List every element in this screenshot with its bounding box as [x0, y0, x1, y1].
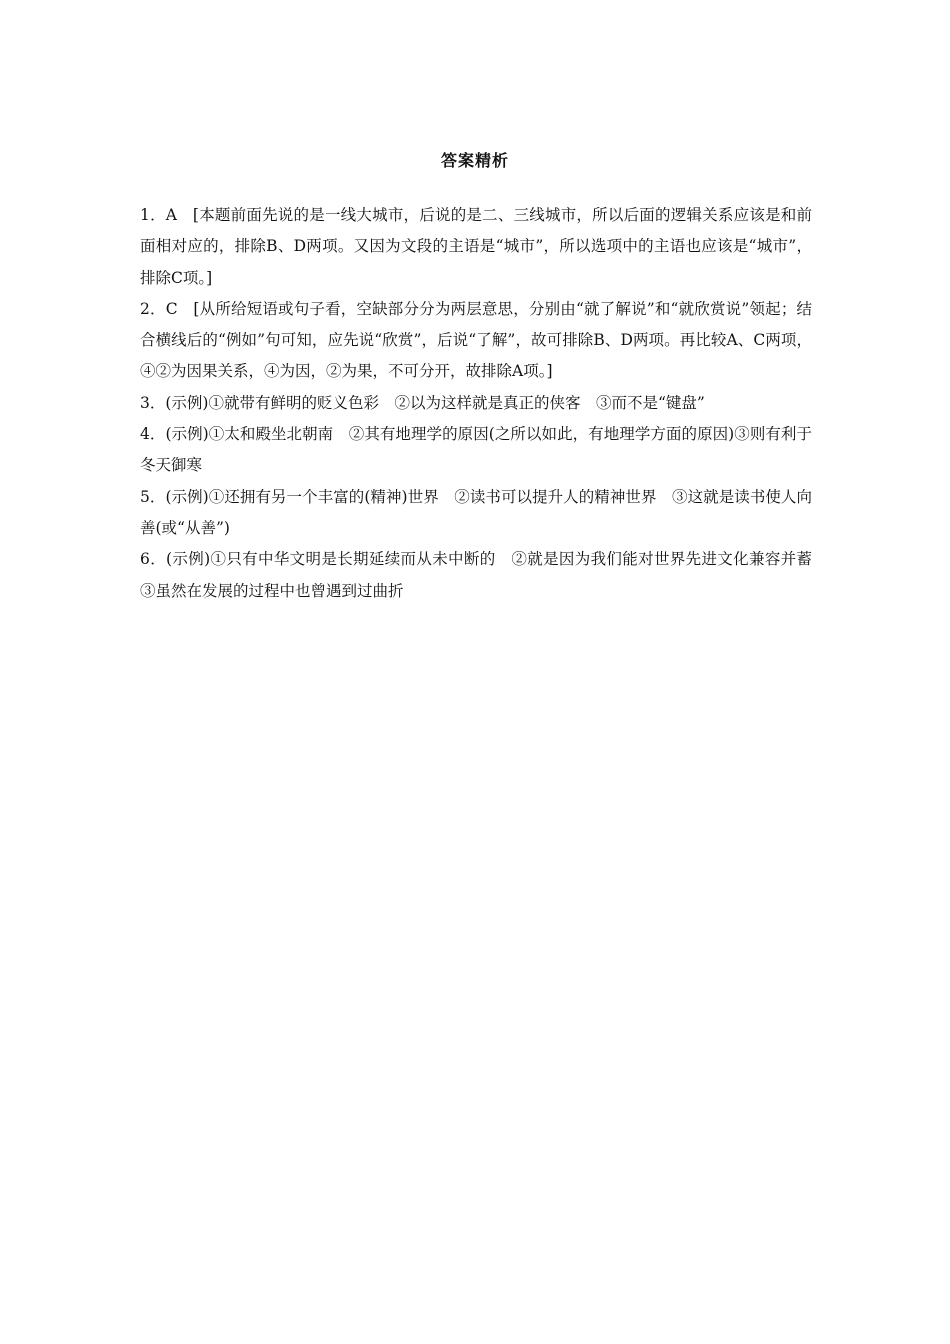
- page-title: 答案精析: [440, 151, 509, 170]
- answer-item-4: 4．(示例)①太和殿坐北朝南 ②其有地理学的原因(之所以如此，有地理学方面的原因)③则有利于冬天御寒: [140, 425, 812, 475]
- answer-item-3: 3．(示例)①就带有鲜明的贬义色彩 ②以为这样就是真正的侠客 ③而不是“键盘”: [140, 393, 705, 412]
- answer-item-2: 2．C [从所给短语或句子看，空缺部分分为两层意思，分别由“就了解说”和“就欣赏说”领起；结合横线后的“例如”句可知，应先说“欣赏”，后说“了解”，故可排除B、D两项。再比较A、C两项，④②为因果关系，④为因，②为果，不可分开，故排除A项。]: [140, 299, 812, 381]
- answer-item-6: 6．(示例)①只有中华文明是长期延续而从未中断的 ②就是因为我们能对世界先进文化兼容并蓄 ③虽然在发展的过程中也曾遇到过曲折: [140, 550, 828, 600]
- answer-item-5: 5．(示例)①还拥有另一个丰富的(精神)世界 ②读书可以提升人的精神世界 ③这就是读书使人向善(或“从善”): [140, 487, 812, 537]
- answer-item-1: 1．A [本题前面先说的是一线大城市，后说的是二、三线城市，所以后面的逻辑关系应该是和前面相对应的，排除B、D两项。又因为文段的主语是“城市”，所以选项中的主语也应该是“城市”，排除C项。]: [140, 206, 812, 287]
- answer-list: [140, 200, 828, 607]
